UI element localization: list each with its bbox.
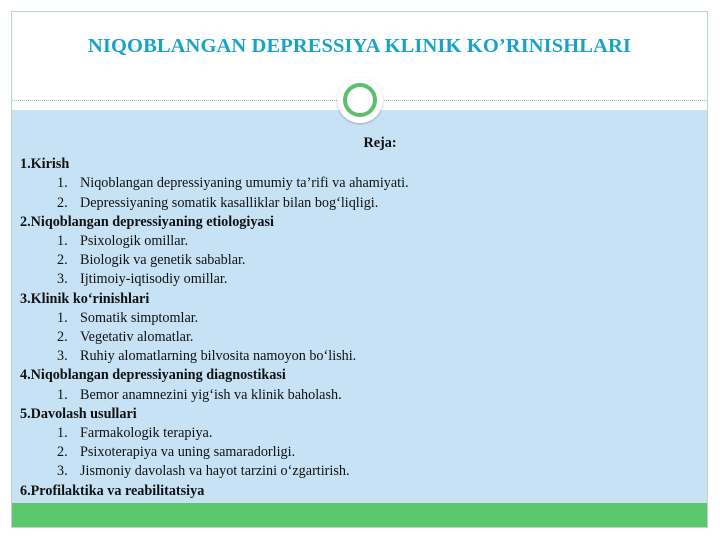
section-title: 4.Niqoblangan depressiyaning diagnostikasi <box>20 367 286 384</box>
item-text: Psixologik omillar. <box>80 233 188 250</box>
list-item <box>20 424 700 443</box>
section-title: 5.Davolash usullari <box>20 405 137 422</box>
item-text: Psixoterapiya va uning samaradorligi. <box>80 444 296 461</box>
list-item <box>20 462 700 481</box>
ring-inner-icon <box>343 83 377 117</box>
ring-ornament-icon <box>337 77 383 123</box>
item-number: 3. <box>57 348 68 365</box>
section-title: 1.Kirish <box>20 156 70 173</box>
list-item <box>20 443 700 462</box>
item-text: Bemor anamnezini yig‘ish va klinik baholash. <box>80 386 342 403</box>
item-text: Farmakologik terapiya. <box>80 425 213 442</box>
section-title: 6.Profilaktika va reabilitatsiya <box>20 482 205 499</box>
plan-heading: Reja: <box>363 135 397 151</box>
section-title: 3.Klinik ko‘rinishlari <box>20 290 150 307</box>
item-text: Biologik va genetik sabablar. <box>80 252 246 269</box>
item-text: Somatik simptomlar. <box>80 309 199 326</box>
item-number: 1. <box>57 386 68 403</box>
list-item <box>20 251 700 270</box>
item-text: Ijtimoiy-iqtisodiy omillar. <box>80 271 228 288</box>
list-item <box>20 270 700 289</box>
plan-outline <box>20 134 700 501</box>
list-item <box>20 309 700 328</box>
list-item <box>20 232 700 251</box>
item-text: Vegetativ alomatlar. <box>80 329 194 346</box>
item-text: Jismoniy davolash va hayot tarzini o‘zgartirish. <box>80 463 350 480</box>
item-number: 1. <box>57 309 68 326</box>
section-3 <box>20 290 700 367</box>
item-text: Ruhiy alomatlarning bilvosita namoyon bo‘lishi. <box>80 348 357 365</box>
section-2 <box>20 213 700 290</box>
item-number: 1. <box>57 233 68 250</box>
list-item <box>20 328 700 347</box>
item-text: Niqoblangan depressiyaning umumiy ta’rifi va ahamiyati. <box>80 175 409 192</box>
slide-title: NIQOBLANGAN DEPRESSIYA KLINIK KO’RINISHLARI <box>88 35 631 57</box>
section-title: 2.Niqoblangan depressiyaning etiologiyasi <box>20 213 274 230</box>
item-number: 1. <box>57 425 68 442</box>
list-item <box>20 174 700 193</box>
list-item <box>20 386 700 405</box>
list-item <box>20 347 700 366</box>
section-4 <box>20 366 700 404</box>
section-6 <box>20 482 700 501</box>
section-1 <box>20 155 700 213</box>
section-5 <box>20 405 700 482</box>
list-item <box>20 194 700 213</box>
item-number: 2. <box>57 329 68 346</box>
item-number: 2. <box>57 252 68 269</box>
item-number: 3. <box>57 271 68 288</box>
item-text: Depressiyaning somatik kasalliklar bilan bog‘liqligi. <box>80 194 379 211</box>
item-number: 3. <box>57 463 68 480</box>
footer-bar <box>12 503 707 527</box>
item-number: 1. <box>57 175 68 192</box>
item-number: 2. <box>57 194 68 211</box>
item-number: 2. <box>57 444 68 461</box>
